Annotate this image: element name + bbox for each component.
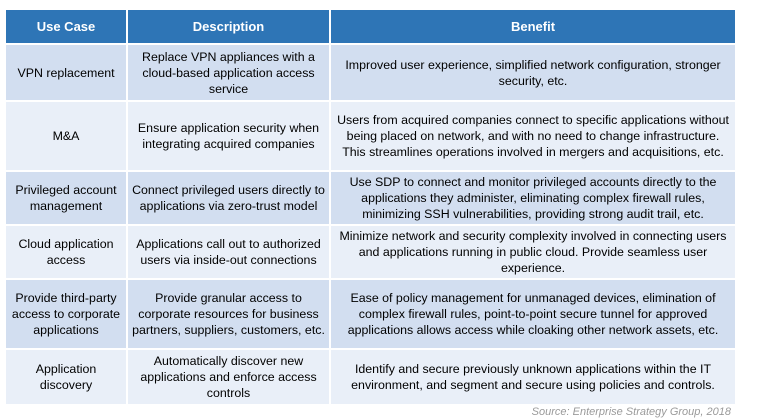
benefit-cell: Ease of policy management for unmanaged devices, elimination of complex firewall rules, point-to-point secure tunnel for approved applications allows access while cloaking other network assets, etc. (330, 279, 735, 349)
benefit-cell: Identify and secure previously unknown applications within the IT environment, and segment and secure using policies and controls. (330, 349, 735, 405)
description-cell: Connect privileged users directly to applications via zero-trust model (127, 171, 330, 225)
table-row (6, 279, 735, 349)
benefit-cell: Users from acquired companies connect to specific applications without being placed on network, and with no need to change infrastructure. This streamlines operations involved in mergers and acquisitions, etc. (330, 101, 735, 171)
table-row (6, 44, 735, 101)
use-case-table-container (6, 10, 735, 406)
description-cell: Automatically discover new applications and enforce access controls (127, 349, 330, 405)
use-case-table (6, 10, 735, 406)
header-description: Description (127, 10, 330, 44)
use-case-cell: Cloud application access (6, 225, 127, 279)
benefit-cell: Use SDP to connect and monitor privileged accounts directly to the applications they administer, eliminating complex firewall rules, minimizing SSH vulnerabilities, providing strong audit trail, etc. (330, 171, 735, 225)
benefit-cell: Minimize network and security complexity involved in connecting users and applications running in public cloud. Provide seamless user experience. (330, 225, 735, 279)
benefit-cell: Improved user experience, simplified network configuration, stronger security, etc. (330, 44, 735, 101)
table-row (6, 349, 735, 405)
description-cell: Applications call out to authorized users via inside-out connections (127, 225, 330, 279)
description-cell: Replace VPN appliances with a cloud-based application access service (127, 44, 330, 101)
use-case-cell: Privileged account management (6, 171, 127, 225)
use-case-cell: Provide third-party access to corporate applications (6, 279, 127, 349)
header-use-case: Use Case (6, 10, 127, 44)
description-cell: Provide granular access to corporate resources for business partners, suppliers, customers, etc. (127, 279, 330, 349)
header-benefit: Benefit (330, 10, 735, 44)
use-case-cell: VPN replacement (6, 44, 127, 101)
table-row (6, 101, 735, 171)
table-row (6, 225, 735, 279)
description-cell: Ensure application security when integrating acquired companies (127, 101, 330, 171)
use-case-cell: Application discovery (6, 349, 127, 405)
source-caption: Source: Enterprise Strategy Group, 2018 (531, 406, 731, 418)
table-header-row (6, 10, 735, 44)
table-row (6, 171, 735, 225)
use-case-cell: M&A (6, 101, 127, 171)
